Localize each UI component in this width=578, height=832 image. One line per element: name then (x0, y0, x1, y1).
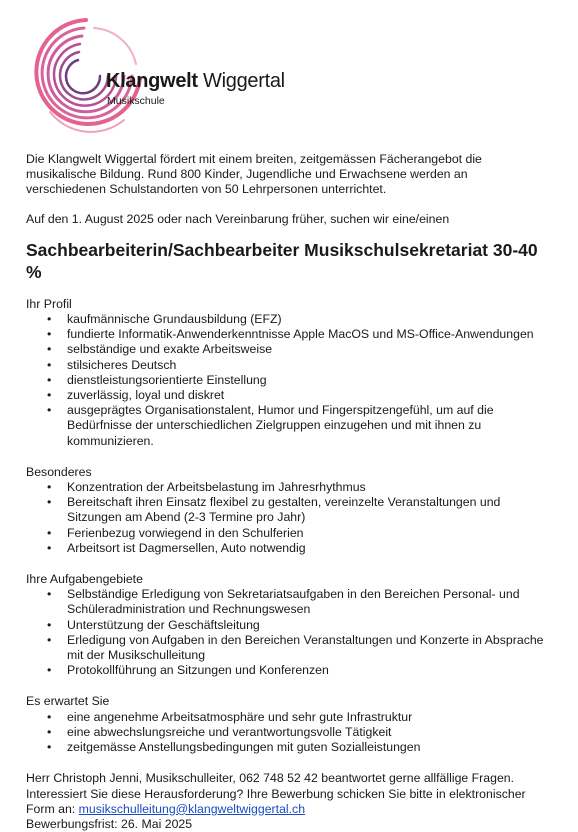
lead-paragraph: Auf den 1. August 2025 oder nach Vereinbarung früher, suchen wir eine/einen (26, 211, 450, 226)
list-item: • Unterstützung der Geschäftsleitung (26, 618, 546, 633)
list-item: • ausgeprägtes Organisationstalent, Humor und Fingerspitzengefühl, um auf die Bedürfnisse der unterschiedlichen Zielgruppen einzugehen und mit ihnen zu kommunizieren. (26, 403, 546, 449)
list-item: • stilsicheres Deutsch (26, 358, 546, 373)
list-item: • Bereitschaft ihren Einsatz flexibel zu gestalten, vereinzelte Veranstaltungen und Sitzungen am Abend (2-3 Termine pro Jahr) (26, 495, 546, 525)
contact-line: Interessiert Sie diese Herausforderung? Ihre Bewerbung schicken Sie bitte in elektronischer (26, 786, 526, 801)
contact-line: Herr Christoph Jenni, Musikschulleiter, 062 748 52 42 beantwortet gerne allfällige Fragen. (26, 771, 515, 786)
list-item: • fundierte Informatik-Anwenderkenntnisse Apple MacOS und MS-Office-Anwendungen (26, 327, 546, 342)
job-title: Sachbearbeiterin/Sachbearbeiter Musikschulsekretariat 30-40 % (26, 239, 538, 282)
profile-list (26, 312, 546, 449)
list-item: • Arbeitsort ist Dagmersellen, Auto notwendig (26, 541, 546, 556)
section-title-tasks: Ihre Aufgabengebiete (26, 572, 143, 587)
offer-list (26, 710, 546, 756)
list-item: • Konzentration der Arbeitsbelastung im Jahresrhythmus (26, 480, 546, 495)
list-item: • dienstleistungsorientierte Einstellung (26, 373, 546, 388)
list-item: • Erledigung von Aufgaben in den Bereichen Veranstaltungen und Konzerte in Absprache mit der Musikschulleitung (26, 633, 546, 663)
list-item: • eine angenehme Arbeitsatmosphäre und sehr gute Infrastruktur (26, 710, 546, 725)
list-item: • eine abwechslungsreiche und verantwortungsvolle Tätigkeit (26, 725, 546, 740)
contact-line: Form an: musikschulleitung@klangweltwiggertal.ch (26, 801, 306, 816)
list-item: • Ferienbezug vorwiegend in den Schulferien (26, 526, 546, 541)
tasks-list (26, 587, 546, 678)
section-title-special: Besonderes (26, 464, 92, 479)
job-ad-body (26, 152, 546, 832)
logo-wordmark: Klangwelt Wiggertal (106, 70, 285, 92)
list-item: • selbständige und exakte Arbeitsweise (26, 342, 546, 357)
email-link[interactable]: musikschulleitung@klangweltwiggertal.ch (78, 801, 306, 816)
logo (24, 8, 285, 138)
section-title-offer: Es erwartet Sie (26, 694, 110, 709)
intro-paragraph: Die Klangwelt Wiggertal fördert mit einem breiten, zeitgemässen Fächerangebot die musikalische Bildung. Rund 800 Kinder, Jugendliche und Erwachsene werden an verschiedenen Schulstandorten von 50 Lehrpersonen unterrichtet. (26, 152, 482, 197)
special-list (26, 480, 546, 556)
list-item: • zeitgemässe Anstellungsbedingungen mit guten Sozialleistungen (26, 740, 546, 755)
contact-block (26, 771, 546, 832)
list-item: • zuverlässig, loyal und diskret (26, 388, 546, 403)
list-item: • Selbständige Erledigung von Sekretariatsaufgaben in den Bereichen Personal- und Schüleradministration und Rechnungswesen (26, 587, 546, 617)
section-title-profile: Ihr Profil (26, 296, 72, 311)
logo-subtitle: Musikschule (107, 95, 165, 107)
list-item: • Protokollführung an Sitzungen und Konferenzen (26, 663, 546, 678)
application-deadline: Bewerbungsfrist: 26. Mai 2025 (26, 816, 193, 831)
list-item: • kaufmännische Grundausbildung (EFZ) (26, 312, 546, 327)
